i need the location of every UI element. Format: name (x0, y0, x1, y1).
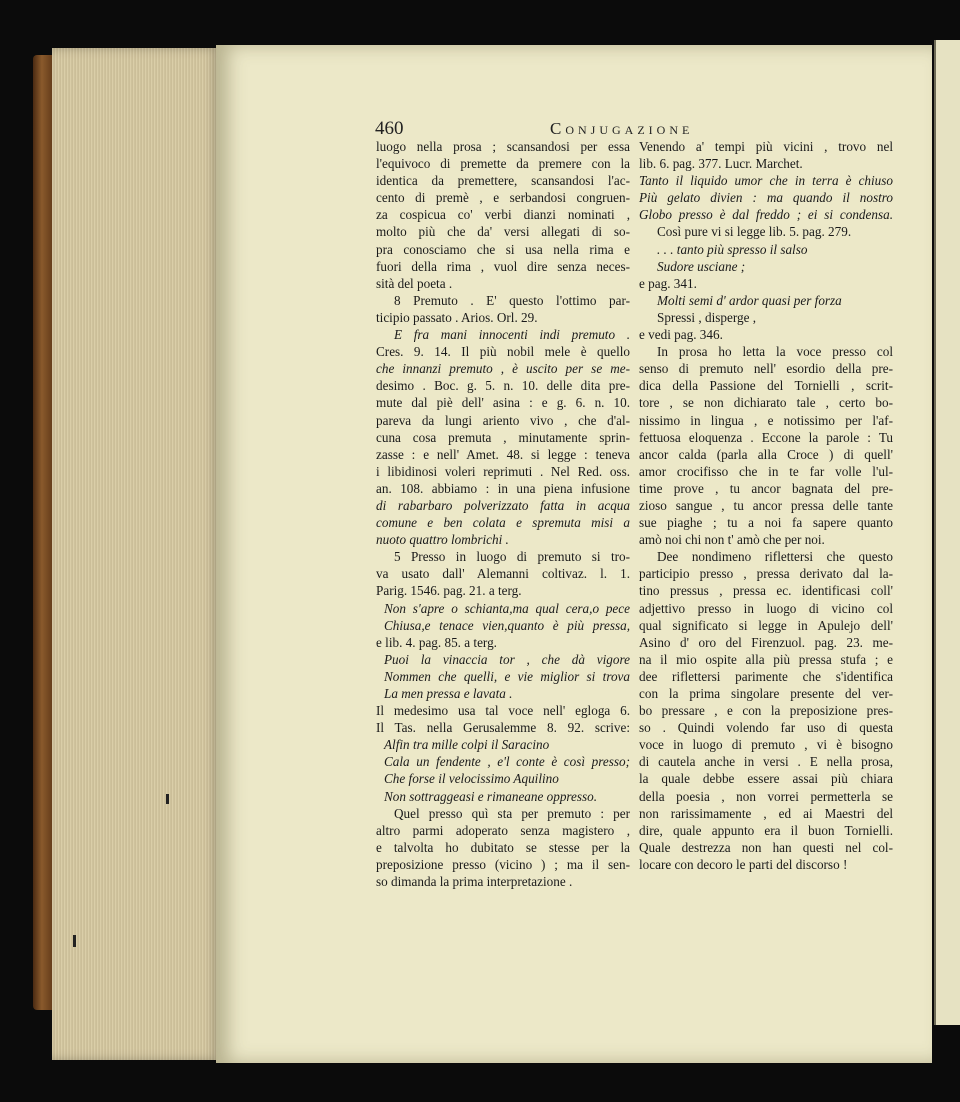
text-line: dee riflettersi parimente che s'identifica (639, 668, 893, 684)
text-line: preposizione presso (vicino ) ; ma il sen- (376, 856, 630, 872)
left-text-column (376, 138, 630, 890)
text-line: La men pressa e lavata . (384, 686, 513, 701)
text-line: pra conosciamo che si usa nella rima e (376, 241, 630, 257)
text-line: Globo presso è dal freddo ; ei si condensa. (639, 207, 893, 223)
text-line: tino pressus , pressa ec. identificasi coll' (639, 583, 893, 599)
text-line: mute dal piè dell' asina : e g. 6. n. 10. (376, 395, 630, 411)
text-line: Così pure vi si legge lib. 5. pag. 279. (657, 224, 852, 240)
text-line: e lib. 4. pag. 85. a terg. (376, 634, 497, 650)
text-line: i libidinosi voleri reprimuti . Nel Red. oss. (376, 463, 630, 479)
text-line: Spressi , disperge , (657, 309, 757, 325)
text-line: Venendo a' tempi più vicini , trovo nel (639, 139, 893, 154)
text-line: e vedi pag. 346. (639, 327, 723, 343)
text-line: Non s'apre o schianta,ma qual cera,o pece (384, 600, 630, 616)
text-line: In prosa ho letta la voce presso col (657, 344, 893, 360)
text-line: Il medesimo usa tal voce nell' egloga 6. (376, 703, 630, 719)
text-line: zasse : e nell' Amet. 48. si legge : teneva (376, 446, 630, 462)
text-line: Cala un fendente , e'l conte è così presso; (384, 754, 630, 770)
text-line: Quale destrezza non han questi nel col- (639, 839, 893, 855)
text-line: desimo . Boc. g. 5. n. 10. delle dita pre- (376, 378, 630, 394)
text-line: Non sottraggeasi e rimaneane oppresso. (384, 788, 598, 804)
text-line: tore , se non dichiarato tale , certo bo- (639, 395, 893, 411)
text-line: voce in luogo di premuto , vi è bisogno (639, 737, 893, 753)
text-line: Puoi la vinaccia tor , che dà vigore (384, 651, 630, 667)
text-line: ancor calda (parla alla Croce ) di quell' (639, 446, 893, 462)
text-line: comune e ben colata e spremuta misi a (376, 515, 630, 531)
text-line: Quel presso quì sta per premuto : per (394, 805, 630, 821)
text-line: identica da premettere, scansandosi l'ac- (376, 173, 630, 189)
text-line: Molti semi d' ardor quasi per forza (657, 292, 842, 308)
text-line: sue piaghe ; tu a noi fa sapere quanto (639, 515, 893, 531)
text-line: lib. 6. pag. 377. Lucr. Marchet. (639, 156, 803, 172)
text-line: senso di premuto nell' esordio della pre- (639, 361, 893, 377)
text-line: fuori della rima , vuol dire senza neces- (376, 258, 630, 274)
text-line: zioso sangue , tu ancor pressa delle tante (639, 497, 893, 513)
page-edges (52, 48, 220, 1060)
text-line: locare con decoro le parti del discorso ! (639, 856, 848, 872)
text-line: E fra mani innocenti indi premuto . (394, 327, 630, 343)
text-line: Sudore usciane ; (657, 258, 746, 274)
text-line: cento di premè , e serbandosi congruen- (376, 190, 630, 206)
text-line: Cres. 9. 14. Il più nobil mele è quello (376, 344, 630, 360)
text-line: sità del poeta . (376, 275, 453, 291)
text-line: 5 Presso in luogo di premuto si tro- (394, 549, 630, 565)
right-text-column (639, 138, 893, 873)
text-line: an. 108. abbiamo : in una piena infusione (376, 480, 630, 496)
text-line: amò noi chi non t' amò che per noi. (639, 532, 825, 548)
text-line: di cautela anche in versi . E nella prosa, (639, 754, 893, 770)
text-line: . . . tanto più spresso il salso (657, 241, 808, 257)
margin-mark (166, 794, 169, 804)
running-title: Conjugazione (550, 119, 694, 138)
text-line: ticipio passato . Arios. Orl. 29. (376, 309, 538, 325)
text-line: so . Quindi volendo far uso di questa (639, 720, 893, 736)
text-line: Alfin tra mille colpi il Saracino (384, 737, 550, 753)
text-line: della poesia , non vorrei permetterla se (639, 788, 893, 804)
text-line: nissimo in lingua , e notissimo per l'af- (639, 412, 893, 428)
text-line: di rabarbaro polverizzato fatta in acqua (376, 497, 630, 513)
margin-mark (73, 935, 76, 947)
text-line: la quale debbe essere assai più chiara (639, 771, 893, 787)
text-line: con la prima singolare presente del ver- (639, 686, 893, 701)
text-line: va usato dall' Alemanni coltivaz. l. 1. (376, 566, 630, 582)
text-line: e talvolta ho dubitato se stesse per la (376, 839, 630, 855)
text-line: Il Tas. nella Gerusalemme 8. 92. scrive: (376, 720, 630, 736)
text-line: nuoto quattro lombrichi . (376, 532, 509, 548)
text-line: Nommen che quelli, e vie miglior si trova (384, 668, 630, 684)
text-line: luogo nella prosa ; scansandosi per essa (376, 139, 630, 154)
text-line: cuna cosa premuta , minutamente sprin- (376, 429, 630, 445)
text-line: qual significato si legge in Apulejo dell' (639, 617, 893, 633)
text-line: participio presso , pressa derivato dal la- (639, 566, 893, 582)
text-line: molto più che da' versi allegati di so- (376, 224, 630, 240)
text-line: altro parmi adoperato senza magistero , (376, 822, 630, 838)
text-line: e pag. 341. (639, 275, 697, 291)
text-line: che innanzi premuto , è uscito per se me- (376, 361, 630, 377)
text-line: time prove , tu ancor bagnata del pre- (639, 480, 893, 496)
text-line: Che forse il velocissimo Aquilino (384, 771, 559, 787)
text-line: bo pressare , e con la preposizione pres- (639, 703, 893, 719)
text-line: fettuosa eloquenza . Eccone la parole : Tu (639, 429, 893, 445)
text-line: 8 Premuto . E' questo l'ottimo par- (394, 292, 630, 308)
text-line: Tanto il liquido umor che in terra è chiuso (639, 173, 893, 189)
text-line: dica della Passione del Tornielli , scrit- (639, 378, 893, 394)
text-line: Più gelato divien : ma quando il nostro (639, 190, 893, 206)
text-line: Asino d' oro del Firenzuol. pag. 23. me- (639, 634, 893, 650)
facing-page-edge (934, 40, 960, 1025)
text-line: Parig. 1546. pag. 21. a terg. (376, 583, 522, 599)
text-line: za cospicua co' verbi dianzi nominati , (376, 207, 630, 223)
text-line: dire, quale appunto era il buon Tornielli. (639, 822, 893, 838)
text-line: non rarissimamente , ed ai Maestri del (639, 805, 893, 821)
text-line: adjettivo presso in luogo di vicino col (639, 600, 893, 616)
text-line: amor crocifisso che in te far volle l'ul- (639, 463, 893, 479)
page-header (375, 118, 895, 138)
text-line: l'equivoco di premette da premere con la (376, 156, 630, 172)
text-line: so dimanda la prima interpretazione . (376, 874, 573, 890)
page-number: 460 (375, 118, 404, 139)
text-line: Chiusa,e tenace vien,quanto è più pressa, (384, 617, 630, 633)
text-line: pareva da lungi ariento vivo , che d'al- (376, 412, 630, 428)
text-line: na il mio ospite alla più pressa stufa ; e (639, 651, 893, 667)
text-line: Dee nondimeno riflettersi che questo (657, 549, 893, 565)
